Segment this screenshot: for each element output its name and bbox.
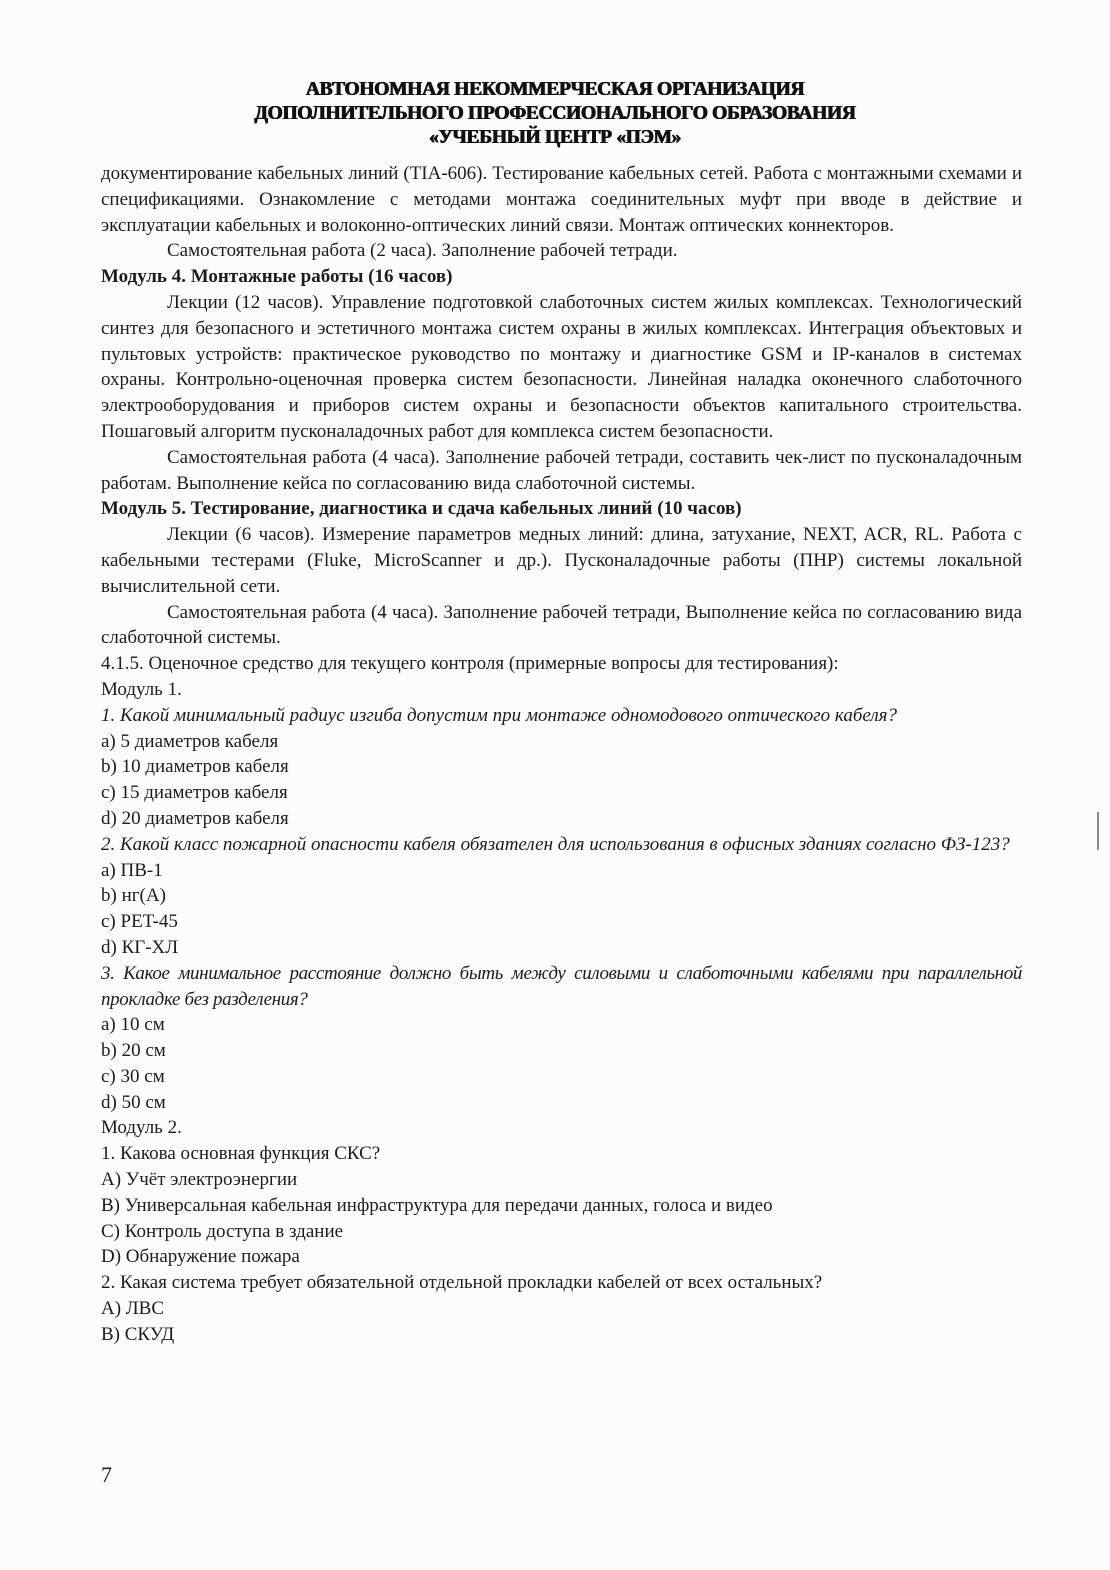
answer-option: c) 30 см: [101, 1065, 165, 1087]
answer-option: a) ПВ-1: [101, 859, 163, 881]
module4-lectures: Лекции (12 часов). Управление подготовкой слаботочных систем жилых комплексах. Технологический синтез для безопасного и эстетичного монтажа систем охраны в жилых комплексах. Интеграция объектовых и пультовых устройств: практическое руководство по монтажу и диагностике GSM и IP-каналов в системах охраны. Контрольно-оценочная проверка систем безопасности. Линейная наладка оконечного слаботочного электрооборудования и приборов систем охраны и безопасности объектов капитального строительства. Пошаговый алгоритм пусконаладочных работ для комплекса систем безопасности.: [101, 291, 1022, 442]
answer-option: c) 15 диаметров кабеля: [101, 782, 288, 804]
answer-option: a) 10 см: [101, 1014, 165, 1036]
question-text: 2. Какой класс пожарной опасности кабеля обязателен для использования в офисных зданиях согласно ФЗ-123?: [101, 833, 1010, 855]
answer-option: d) КГ-ХЛ: [101, 936, 179, 958]
header-line-1: АВТОНОМНАЯ НЕКОММЕРЧЕСКАЯ ОРГАНИЗАЦИЯ: [305, 79, 805, 100]
page-number: 7: [101, 1462, 112, 1487]
answer-option: A) Учёт электроэнергии: [101, 1169, 298, 1191]
answer-option: d) 20 диаметров кабеля: [101, 807, 289, 829]
intro-paragraph: документирование кабельных линий (TIA-606). Тестирование кабельных сетей. Работа с монтажными схемами и спецификациями. Ознакомление с методами монтажа соединительных муфт при вводе в действие и эксплуатации кабельных и волоконно-оптических линий связи. Монтаж оптических коннекторов.: [101, 163, 1022, 236]
question-text: 1. Какова основная функция СКС?: [101, 1143, 381, 1165]
question-text: 1. Какой минимальный радиус изгиба допустим при монтаже одномодового оптического кабеля?: [101, 704, 897, 726]
module4-self-study: Самостоятельная работа (4 часа). Заполнение рабочей тетради, составить чек-лист по пусконаладочным работам. Выполнение кейса по согласованию вида слаботочной системы.: [101, 446, 1022, 494]
answer-option: B) Универсальная кабельная инфраструктура для передачи данных, голоса и видео: [101, 1194, 773, 1216]
organization-header: [0, 78, 1110, 150]
module5-title: Модуль 5. Тестирование, диагностика и сдача кабельных линий (10 часов): [101, 498, 742, 520]
question-text: 3. Какое минимальное расстояние должно быть между силовыми и слаботочными кабелями при параллельной прокладке без разделения?: [101, 962, 1022, 1010]
scan-artifact: [1097, 812, 1099, 850]
module5-lectures: Лекции (6 часов). Измерение параметров медных линий: длина, затухание, NEXT, ACR, RL. Работа с кабельными тестерами (Fluke, MicroScanner и др.). Пусконаладочные работы (ПНР) системы локальной вычислительной сети.: [101, 524, 1022, 597]
test-module2-label: Модуль 2.: [101, 1117, 182, 1139]
answer-option: b) 10 диаметров кабеля: [101, 756, 289, 778]
header-line-3: «УЧЕБНЫЙ ЦЕНТР «ПЭМ»: [428, 127, 682, 148]
module5-self-study: Самостоятельная работа (4 часа). Заполнение рабочей тетради, Выполнение кейса по согласованию вида слаботочной системы.: [101, 601, 1022, 649]
answer-option: C) Контроль доступа в здание: [101, 1220, 344, 1242]
answer-option: d) 50 см: [101, 1091, 166, 1113]
answer-option: b) нг(А): [101, 885, 166, 907]
answer-option: b) 20 см: [101, 1040, 166, 1062]
answer-option: a) 5 диаметров кабеля: [101, 730, 279, 752]
question-text: 2. Какая система требует обязательной отдельной прокладки кабелей от всех остальных?: [101, 1272, 823, 1294]
answer-option: A) ЛВС: [101, 1298, 165, 1320]
answer-option: c) PET-45: [101, 911, 178, 933]
intro-self-study: Самостоятельная работа (2 часа). Заполнение рабочей тетради.: [167, 240, 678, 262]
answer-option: B) СКУД: [101, 1323, 175, 1345]
header-line-2: ДОПОЛНИТЕЛЬНОГО ПРОФЕССИОНАЛЬНОГО ОБРАЗОВАНИЯ: [254, 103, 856, 124]
document-body: [101, 161, 1022, 1348]
assessment-title: 4.1.5. Оценочное средство для текущего контроля (примерные вопросы для тестирования):: [101, 653, 839, 675]
answer-option: D) Обнаружение пожара: [101, 1246, 300, 1268]
test-module1-label: Модуль 1.: [101, 678, 182, 700]
module4-title: Модуль 4. Монтажные работы (16 часов): [101, 266, 453, 288]
